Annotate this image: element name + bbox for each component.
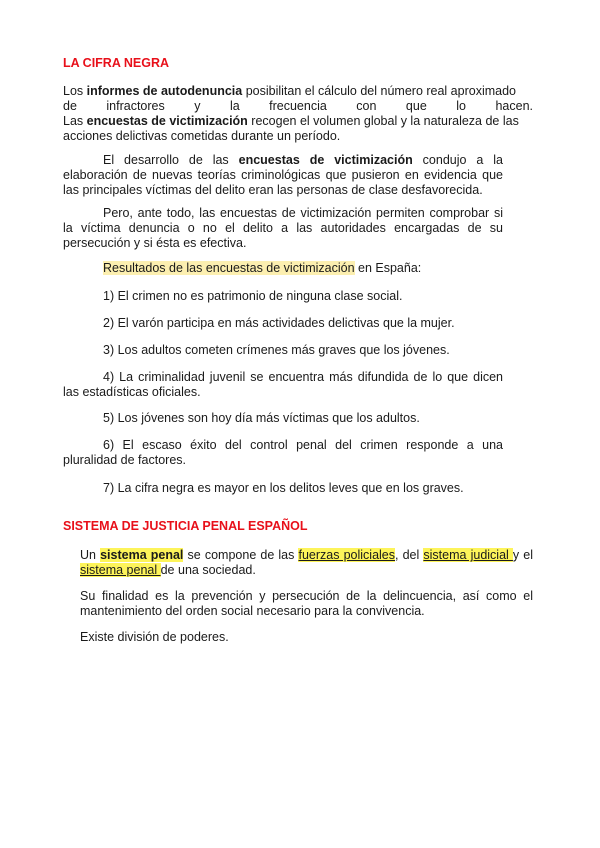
text-line: acciones delictivas cometidas durante un período. — [63, 129, 341, 143]
heading-sistema-justicia: SISTEMA DE JUSTICIA PENAL ESPAÑOL — [63, 519, 308, 533]
paragraph-sistema-penal — [80, 548, 533, 578]
text: y el — [512, 548, 534, 562]
text: en España: — [354, 261, 422, 275]
result-item: 3) Los adultos cometen crímenes más graves que los jóvenes. — [103, 343, 450, 357]
result-item: 2) El varón participa en más actividades delictivas que la mujer. — [103, 316, 455, 330]
result-item: 1) El crimen no es patrimonio de ninguna clase social. — [103, 289, 403, 303]
result-item: 6) El escaso éxito del control penal del crimen responde a una pluralidad de factores. — [63, 438, 503, 467]
text: recogen el volumen global y la naturaleza de las — [247, 114, 519, 128]
text: Un — [80, 548, 101, 562]
text: de una sociedad. — [160, 563, 256, 577]
paragraph-division: Existe división de poderes. — [80, 630, 229, 644]
highlighted-link-text: sistema judicial — [423, 548, 513, 562]
paragraph-encuestas: Pero, ante todo, las encuestas de victimización permiten comprobar si la víctima denuncia o no el delito a las autoridades encargadas de su persecución y si ésta es efectiva. — [63, 206, 503, 250]
results-intro — [103, 261, 421, 276]
text: condujo a la elaboración de nuevas teorías criminológicas que pusieron en evidencia que las principales víctimas del delito eran las personas de clase desfavorecida. — [63, 153, 504, 197]
highlighted-term: sistema penal — [100, 548, 184, 562]
paragraph-desarrollo — [63, 153, 503, 198]
text: posibilitan el cálculo del número real aproximado — [242, 84, 516, 98]
text: Las — [63, 114, 87, 128]
text: , del — [395, 548, 424, 562]
text: El desarrollo de las — [103, 153, 239, 167]
highlighted-link-text: sistema penal — [80, 563, 161, 577]
paragraph-finalidad: Su finalidad es la prevención y persecución de la delincuencia, así como el mantenimiento del orden social necesario para la convivencia. — [80, 589, 533, 618]
highlighted-link-text: fuerzas policiales — [298, 548, 396, 562]
result-item: 7) La cifra negra es mayor en los delitos leves que en los graves. — [103, 481, 464, 495]
text-line: de infractores y la frecuencia con que lo hacen. — [63, 99, 533, 113]
result-item: 4) La criminalidad juvenil se encuentra más difundida de lo que dicen las estadísticas oficiales. — [63, 370, 503, 399]
result-item: 5) Los jóvenes son hoy día más víctimas que los adultos. — [103, 411, 420, 425]
bold-term: encuestas de victimización — [238, 153, 413, 167]
highlighted-text: Resultados de las encuestas de victimización — [103, 261, 355, 275]
heading-cifra-negra: LA CIFRA NEGRA — [63, 56, 170, 70]
bold-term: encuestas de victimización — [86, 114, 248, 128]
text: Los — [63, 84, 87, 98]
bold-term: informes de autodenuncia — [86, 84, 243, 98]
paragraph-informes — [63, 84, 533, 144]
text: se compone de las — [183, 548, 299, 562]
